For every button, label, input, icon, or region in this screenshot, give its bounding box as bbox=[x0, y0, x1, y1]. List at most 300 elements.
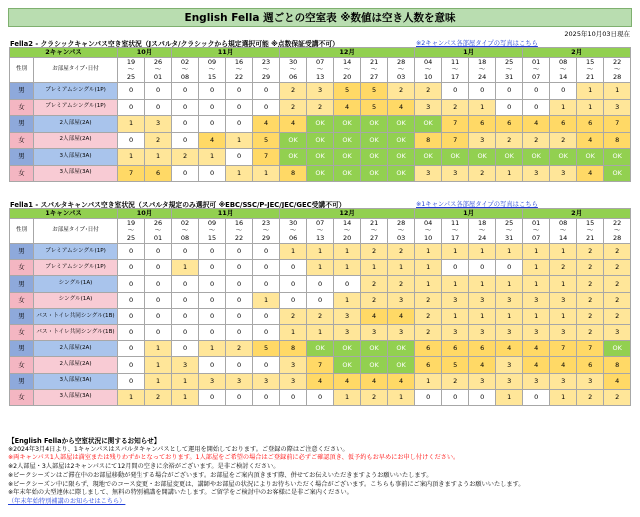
availability-cell: 0 bbox=[172, 292, 199, 308]
availability-cell: OK bbox=[361, 165, 388, 182]
availability-cell: 3 bbox=[523, 292, 550, 308]
availability-cell: 0 bbox=[199, 244, 226, 260]
availability-cell: 0 bbox=[253, 389, 280, 405]
gender-cell: 女 bbox=[10, 165, 34, 182]
availability-cell: 4 bbox=[388, 99, 415, 116]
availability-cell: 1 bbox=[442, 308, 469, 324]
week-tilde: 〜 bbox=[586, 226, 594, 235]
availability-cell: 0 bbox=[523, 83, 550, 100]
availability-cell: 1 bbox=[469, 276, 496, 292]
week-end: 28 bbox=[613, 72, 622, 81]
room-type-cell: プレミアムシングル(1P) bbox=[34, 244, 118, 260]
availability-cell: 0 bbox=[145, 292, 172, 308]
availability-cell: 0 bbox=[199, 276, 226, 292]
week-end: 29 bbox=[261, 72, 271, 81]
availability-cell: 0 bbox=[469, 83, 496, 100]
week-header bbox=[496, 219, 523, 244]
week-end: 08 bbox=[180, 72, 190, 81]
week-header bbox=[118, 58, 145, 83]
week-end: 20 bbox=[342, 233, 352, 242]
availability-cell: 0 bbox=[199, 83, 226, 100]
availability-cell: 0 bbox=[145, 83, 172, 100]
table-row bbox=[10, 308, 631, 324]
availability-cell: 0 bbox=[118, 276, 145, 292]
week-header bbox=[415, 219, 442, 244]
month-header-row bbox=[10, 209, 631, 219]
availability-cell: 1 bbox=[226, 132, 253, 149]
availability-cell: 1 bbox=[172, 389, 199, 405]
availability-cell: 2 bbox=[577, 292, 604, 308]
availability-cell: 0 bbox=[442, 260, 469, 276]
room-type-cell: 3人部屋(3A) bbox=[34, 149, 118, 166]
availability-cell: OK bbox=[604, 149, 631, 166]
week-end: 24 bbox=[478, 233, 487, 242]
week-start: 02 bbox=[180, 57, 190, 66]
availability-cell: 1 bbox=[415, 244, 442, 260]
gender-cell: 女 bbox=[10, 99, 34, 116]
week-end: 15 bbox=[207, 233, 217, 242]
week-end: 28 bbox=[613, 233, 622, 242]
availability-cell: 3 bbox=[442, 165, 469, 182]
availability-cell: 1 bbox=[469, 99, 496, 116]
availability-cell: 6 bbox=[577, 116, 604, 133]
availability-cell: 2 bbox=[442, 99, 469, 116]
availability-cell: 1 bbox=[118, 116, 145, 133]
table-row bbox=[10, 292, 631, 308]
availability-cell: 0 bbox=[307, 389, 334, 405]
week-header bbox=[145, 58, 172, 83]
availability-cell: 4 bbox=[253, 116, 280, 133]
availability-cell: 2 bbox=[388, 276, 415, 292]
availability-cell: 3 bbox=[280, 373, 307, 389]
availability-cell: 0 bbox=[172, 308, 199, 324]
week-start: 15 bbox=[586, 218, 595, 227]
gender-cell: 男 bbox=[10, 373, 34, 389]
availability-cell: 3 bbox=[523, 324, 550, 340]
week-header bbox=[172, 58, 199, 83]
week-header bbox=[226, 58, 253, 83]
availability-cell: 1 bbox=[388, 260, 415, 276]
availability-cell: 3 bbox=[415, 165, 442, 182]
availability-cell: 0 bbox=[496, 260, 523, 276]
availability-cell: 0 bbox=[280, 389, 307, 405]
room-type-column-header: お部屋タイプ･日付 bbox=[34, 219, 118, 244]
room-type-cell: 2人部屋(2A) bbox=[34, 116, 118, 133]
week-header bbox=[442, 58, 469, 83]
availability-cell: 3 bbox=[226, 373, 253, 389]
week-tilde: 〜 bbox=[262, 65, 270, 74]
week-start: 23 bbox=[261, 57, 271, 66]
availability-cell: 4 bbox=[307, 373, 334, 389]
availability-cell: 0 bbox=[199, 165, 226, 182]
availability-cell: 4 bbox=[604, 373, 631, 389]
availability-cell: 2 bbox=[388, 244, 415, 260]
availability-cell: OK bbox=[523, 149, 550, 166]
availability-cell: 2 bbox=[577, 308, 604, 324]
availability-cell: 5 bbox=[253, 341, 280, 357]
availability-cell: 2 bbox=[361, 389, 388, 405]
fella1-photos-link[interactable]: ※1キャンパス各部屋タイプの写真はこちら bbox=[416, 201, 538, 208]
gender-cell: 女 bbox=[10, 324, 34, 340]
availability-cell: 8 bbox=[604, 357, 631, 373]
week-end: 03 bbox=[396, 233, 406, 242]
availability-cell: OK bbox=[361, 132, 388, 149]
week-end: 22 bbox=[234, 233, 244, 242]
gender-column-header: 性別 bbox=[10, 219, 34, 244]
availability-cell: 3 bbox=[550, 373, 577, 389]
availability-cell: OK bbox=[604, 341, 631, 357]
week-tilde: 〜 bbox=[343, 65, 351, 74]
week-end: 06 bbox=[288, 72, 298, 81]
week-start: 26 bbox=[153, 218, 163, 227]
availability-cell: 4 bbox=[334, 99, 361, 116]
week-tilde: 〜 bbox=[505, 65, 513, 74]
availability-cell: 1 bbox=[523, 308, 550, 324]
gender-cell: 女 bbox=[10, 292, 34, 308]
room-type-cell: プレミアムシングル(1P) bbox=[34, 99, 118, 116]
gender-cell: 女 bbox=[10, 260, 34, 276]
availability-cell: 6 bbox=[145, 165, 172, 182]
room-type-cell: バス・トイレ共同シングル(1B) bbox=[34, 324, 118, 340]
week-header bbox=[415, 58, 442, 83]
fella1-heading: Fella1 - スパルタキャンパス空き室状況（スパルタ規定のみ選択可 ※EBC/SSC/P-JEC/JEC/GEC受講不可） bbox=[10, 201, 346, 209]
availability-cell: 4 bbox=[550, 357, 577, 373]
week-end: 24 bbox=[478, 72, 487, 81]
availability-cell: 2 bbox=[361, 276, 388, 292]
availability-cell: 0 bbox=[118, 292, 145, 308]
week-header bbox=[577, 58, 604, 83]
availability-cell: 0 bbox=[280, 276, 307, 292]
availability-cell: OK bbox=[307, 341, 334, 357]
week-header bbox=[496, 58, 523, 83]
availability-cell: 0 bbox=[307, 276, 334, 292]
availability-cell: 0 bbox=[253, 324, 280, 340]
month-header: 10月 bbox=[118, 48, 172, 58]
availability-cell: 4 bbox=[388, 373, 415, 389]
week-start: 16 bbox=[234, 218, 244, 227]
availability-cell: OK bbox=[361, 357, 388, 373]
availability-cell: 3 bbox=[604, 324, 631, 340]
week-header bbox=[469, 58, 496, 83]
availability-cell: 7 bbox=[442, 116, 469, 133]
availability-cell: 0 bbox=[172, 83, 199, 100]
availability-cell: 1 bbox=[469, 308, 496, 324]
availability-cell: 3 bbox=[550, 165, 577, 182]
availability-cell: 3 bbox=[334, 324, 361, 340]
week-start: 02 bbox=[180, 218, 190, 227]
availability-cell: OK bbox=[334, 341, 361, 357]
availability-cell: 5 bbox=[442, 357, 469, 373]
week-header bbox=[334, 219, 361, 244]
week-start: 23 bbox=[261, 218, 271, 227]
availability-cell: OK bbox=[388, 165, 415, 182]
page-title bbox=[8, 8, 632, 27]
week-header bbox=[307, 219, 334, 244]
availability-cell: 0 bbox=[226, 357, 253, 373]
week-start: 18 bbox=[478, 57, 487, 66]
week-start: 22 bbox=[613, 57, 622, 66]
availability-cell: OK bbox=[307, 132, 334, 149]
availability-cell: 0 bbox=[199, 324, 226, 340]
week-header bbox=[253, 58, 280, 83]
availability-cell: 2 bbox=[577, 276, 604, 292]
fella1-availability-table bbox=[9, 208, 631, 406]
room-type-cell: 3人部屋(3A) bbox=[34, 373, 118, 389]
campus-label: 2キャンパス bbox=[10, 48, 118, 58]
week-end: 03 bbox=[396, 72, 406, 81]
availability-cell: 3 bbox=[199, 373, 226, 389]
availability-cell: OK bbox=[361, 341, 388, 357]
week-end: 31 bbox=[505, 233, 514, 242]
table-row bbox=[10, 99, 631, 116]
availability-cell: 2 bbox=[307, 99, 334, 116]
availability-cell: OK bbox=[334, 357, 361, 373]
room-type-cell: バス・トイレ共同シングル(1B) bbox=[34, 308, 118, 324]
table-row bbox=[10, 149, 631, 166]
week-tilde: 〜 bbox=[316, 65, 324, 74]
availability-cell: 0 bbox=[172, 132, 199, 149]
availability-cell: 0 bbox=[226, 260, 253, 276]
availability-cell: 0 bbox=[226, 83, 253, 100]
gender-cell: 男 bbox=[10, 83, 34, 100]
week-tilde: 〜 bbox=[559, 226, 567, 235]
campus-label: 1キャンパス bbox=[10, 209, 118, 219]
week-tilde: 〜 bbox=[532, 226, 540, 235]
week-start: 18 bbox=[478, 218, 487, 227]
availability-cell: OK bbox=[307, 116, 334, 133]
availability-cell: 2 bbox=[388, 83, 415, 100]
table-row bbox=[10, 116, 631, 133]
gender-cell: 男 bbox=[10, 308, 34, 324]
availability-cell: 2 bbox=[604, 276, 631, 292]
availability-cell: 1 bbox=[307, 324, 334, 340]
availability-cell: OK bbox=[361, 149, 388, 166]
availability-cell: 2 bbox=[145, 389, 172, 405]
notice-line: ※ピークシーズン中に限らず、現地でのコース変更・お部屋変更は、講師やお部屋の状況によりお待ちいただく場合がございます。こちらも事前にご案内頂きますようお願いいたします。 bbox=[8, 480, 525, 488]
week-tilde: 〜 bbox=[181, 65, 189, 74]
availability-cell: 0 bbox=[469, 389, 496, 405]
room-type-cell: シングル(1A) bbox=[34, 292, 118, 308]
availability-cell: 2 bbox=[415, 324, 442, 340]
availability-cell: OK bbox=[307, 149, 334, 166]
week-header bbox=[577, 219, 604, 244]
week-tilde: 〜 bbox=[154, 65, 162, 74]
availability-cell: 1 bbox=[415, 373, 442, 389]
week-start: 19 bbox=[126, 218, 136, 227]
week-tilde: 〜 bbox=[478, 65, 486, 74]
availability-cell: 4 bbox=[280, 116, 307, 133]
availability-cell: OK bbox=[388, 116, 415, 133]
availability-cell: 0 bbox=[226, 389, 253, 405]
week-start: 25 bbox=[505, 57, 514, 66]
availability-cell: 1 bbox=[334, 292, 361, 308]
week-start: 15 bbox=[586, 57, 595, 66]
availability-cell: OK bbox=[388, 132, 415, 149]
week-tilde: 〜 bbox=[559, 65, 567, 74]
year-end-lesson-link[interactable]: （年末年始特別補講のお知らせはこちら） bbox=[8, 497, 126, 505]
week-tilde: 〜 bbox=[613, 226, 621, 235]
availability-cell: 7 bbox=[442, 132, 469, 149]
notice-line: ※両キャンパス1人部屋は満室または残りわずかとなっております。1人部屋をご希望の場合はご登録前に必ずご確認頂き、仮予約もお早めにお申し付けください。 bbox=[8, 454, 460, 462]
availability-cell: 3 bbox=[604, 99, 631, 116]
availability-cell: 4 bbox=[361, 373, 388, 389]
week-header bbox=[199, 58, 226, 83]
availability-cell: 1 bbox=[496, 276, 523, 292]
week-header bbox=[145, 219, 172, 244]
fella2-photos-link[interactable]: ※2キャンパス各部屋タイプの写真はこちら bbox=[416, 40, 538, 47]
availability-cell: 3 bbox=[307, 83, 334, 100]
week-start: 04 bbox=[424, 57, 433, 66]
week-end: 31 bbox=[505, 72, 514, 81]
availability-cell: 1 bbox=[145, 357, 172, 373]
week-start: 01 bbox=[532, 57, 541, 66]
availability-cell: OK bbox=[604, 165, 631, 182]
week-start: 21 bbox=[369, 218, 379, 227]
availability-cell: 4 bbox=[388, 308, 415, 324]
availability-cell: 0 bbox=[118, 341, 145, 357]
availability-cell: 2 bbox=[577, 244, 604, 260]
availability-cell: OK bbox=[334, 132, 361, 149]
availability-cell: 6 bbox=[469, 341, 496, 357]
availability-cell: 0 bbox=[253, 357, 280, 373]
table-row bbox=[10, 165, 631, 182]
availability-cell: 0 bbox=[226, 149, 253, 166]
availability-cell: 6 bbox=[550, 116, 577, 133]
availability-cell: 1 bbox=[550, 244, 577, 260]
availability-cell: 0 bbox=[199, 99, 226, 116]
availability-cell: 7 bbox=[118, 165, 145, 182]
week-header bbox=[604, 58, 631, 83]
week-start: 16 bbox=[234, 57, 244, 66]
availability-cell: 0 bbox=[253, 244, 280, 260]
availability-cell: 0 bbox=[118, 324, 145, 340]
availability-cell: 3 bbox=[469, 292, 496, 308]
availability-cell: 3 bbox=[334, 308, 361, 324]
week-tilde: 〜 bbox=[127, 65, 135, 74]
availability-cell: 0 bbox=[442, 389, 469, 405]
availability-cell: 7 bbox=[550, 341, 577, 357]
availability-cell: 0 bbox=[496, 99, 523, 116]
availability-cell: 0 bbox=[226, 292, 253, 308]
room-type-cell: プレミアムシングル(1P) bbox=[34, 260, 118, 276]
availability-cell: 3 bbox=[442, 324, 469, 340]
availability-cell: 1 bbox=[577, 83, 604, 100]
week-tilde: 〜 bbox=[208, 226, 216, 235]
week-header bbox=[604, 219, 631, 244]
week-tilde: 〜 bbox=[127, 226, 135, 235]
availability-cell: 2 bbox=[604, 389, 631, 405]
week-header bbox=[442, 219, 469, 244]
week-start: 30 bbox=[288, 218, 298, 227]
week-end: 10 bbox=[424, 72, 433, 81]
week-start: 11 bbox=[451, 218, 460, 227]
availability-cell: 7 bbox=[577, 341, 604, 357]
availability-cell: 3 bbox=[145, 116, 172, 133]
availability-cell: OK bbox=[280, 132, 307, 149]
availability-cell: 3 bbox=[172, 357, 199, 373]
week-header bbox=[280, 219, 307, 244]
week-header bbox=[253, 219, 280, 244]
month-header: 2月 bbox=[523, 48, 631, 58]
availability-cell: 0 bbox=[253, 260, 280, 276]
month-header: 11月 bbox=[172, 48, 280, 58]
availability-cell: 4 bbox=[523, 357, 550, 373]
month-header: 1月 bbox=[415, 209, 523, 219]
availability-cell: 4 bbox=[199, 132, 226, 149]
availability-cell: 2 bbox=[496, 132, 523, 149]
availability-cell: 3 bbox=[550, 324, 577, 340]
week-start: 19 bbox=[126, 57, 136, 66]
table-row bbox=[10, 357, 631, 373]
table-row bbox=[10, 260, 631, 276]
availability-cell: 2 bbox=[442, 373, 469, 389]
availability-cell: 2 bbox=[145, 132, 172, 149]
availability-cell: 1 bbox=[199, 341, 226, 357]
availability-cell: 0 bbox=[118, 132, 145, 149]
availability-cell: 3 bbox=[496, 324, 523, 340]
week-tilde: 〜 bbox=[451, 65, 459, 74]
availability-cell: 0 bbox=[253, 83, 280, 100]
gender-cell: 男 bbox=[10, 244, 34, 260]
availability-cell: 3 bbox=[523, 373, 550, 389]
availability-cell: 1 bbox=[334, 389, 361, 405]
week-header bbox=[334, 58, 361, 83]
availability-cell: 6 bbox=[469, 116, 496, 133]
availability-cell: 3 bbox=[469, 373, 496, 389]
table-row bbox=[10, 83, 631, 100]
availability-cell: 0 bbox=[172, 116, 199, 133]
week-tilde: 〜 bbox=[478, 226, 486, 235]
availability-cell: 4 bbox=[334, 373, 361, 389]
availability-cell: 0 bbox=[415, 389, 442, 405]
availability-cell: OK bbox=[442, 149, 469, 166]
availability-cell: 0 bbox=[145, 99, 172, 116]
gender-cell: 男 bbox=[10, 276, 34, 292]
availability-cell: 0 bbox=[172, 99, 199, 116]
availability-cell: 0 bbox=[172, 341, 199, 357]
notice-line: ※2024年3月4日より、1キャンパスはスパルタキャンパスとして運用を開始しております。ご登録の際はご注意ください。 bbox=[8, 445, 349, 453]
week-start: 07 bbox=[315, 57, 325, 66]
availability-cell: 1 bbox=[280, 244, 307, 260]
availability-cell: OK bbox=[388, 341, 415, 357]
availability-cell: 0 bbox=[226, 244, 253, 260]
availability-cell: 2 bbox=[469, 165, 496, 182]
week-end: 07 bbox=[532, 233, 541, 242]
month-header: 2月 bbox=[523, 209, 631, 219]
availability-cell: 0 bbox=[307, 292, 334, 308]
week-start: 14 bbox=[342, 57, 352, 66]
week-end: 29 bbox=[261, 233, 271, 242]
availability-cell: 0 bbox=[469, 260, 496, 276]
availability-cell: 2 bbox=[604, 292, 631, 308]
availability-cell: 4 bbox=[361, 308, 388, 324]
availability-cell: 4 bbox=[523, 116, 550, 133]
week-end: 15 bbox=[207, 72, 217, 81]
availability-cell: 2 bbox=[307, 308, 334, 324]
availability-cell: 0 bbox=[226, 116, 253, 133]
availability-cell: 3 bbox=[496, 292, 523, 308]
week-tilde: 〜 bbox=[235, 226, 243, 235]
month-header: 1月 bbox=[415, 48, 523, 58]
availability-cell: OK bbox=[469, 149, 496, 166]
availability-cell: 6 bbox=[415, 357, 442, 373]
fella2-availability-table bbox=[9, 47, 631, 182]
room-type-cell: 2人部屋(2A) bbox=[34, 132, 118, 149]
gender-column-header: 性別 bbox=[10, 58, 34, 83]
week-start: 26 bbox=[153, 57, 163, 66]
availability-cell: 1 bbox=[469, 244, 496, 260]
room-type-cell: 2人部屋(2A) bbox=[34, 357, 118, 373]
